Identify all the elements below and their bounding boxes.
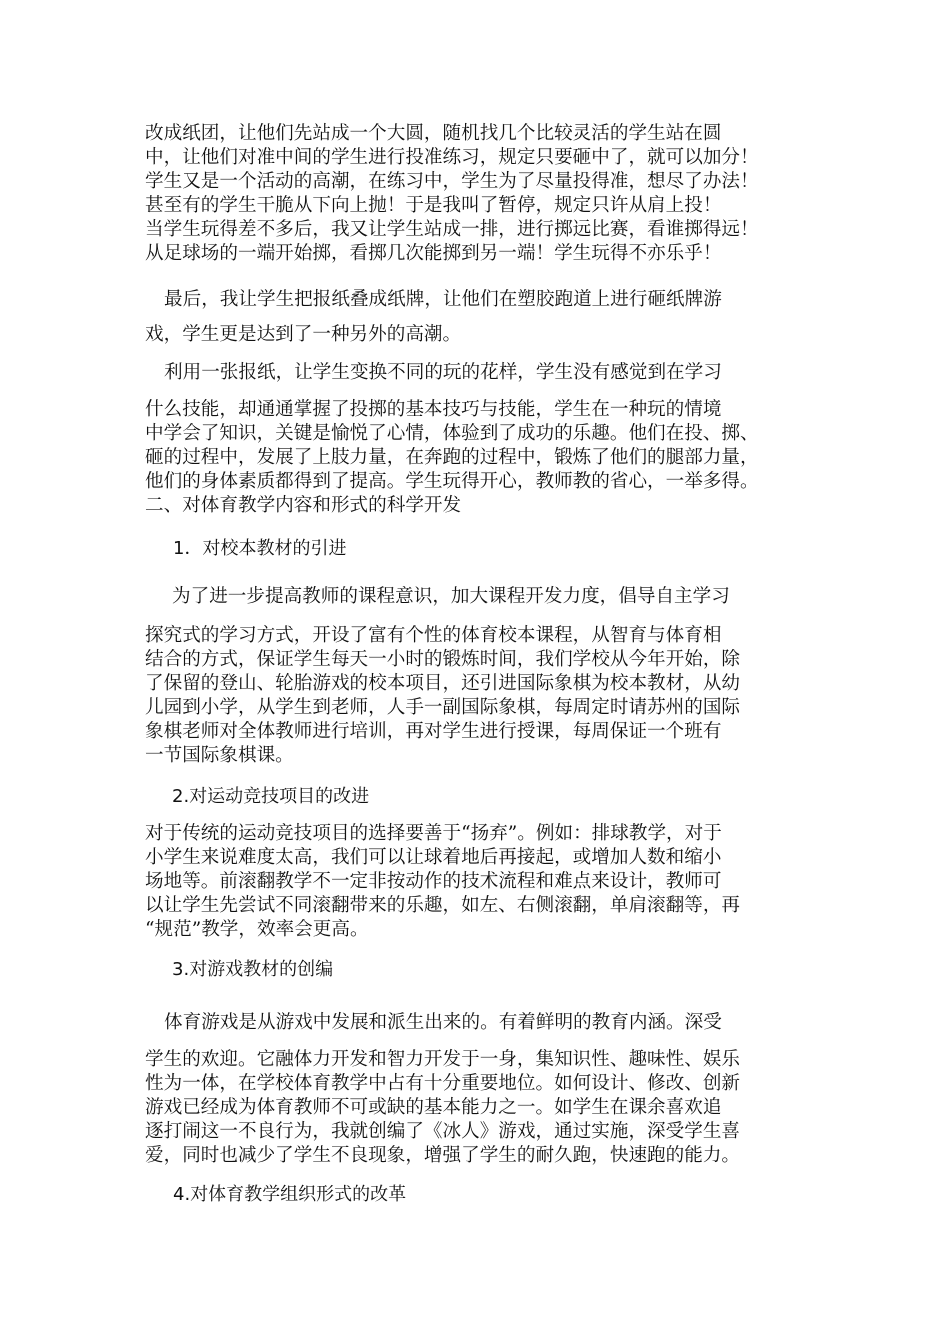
text-line: 最后，我让学生把报纸叠成纸牌，让他们在塑胶跑道上进行砸纸牌游 (164, 289, 722, 310)
subheading-title: 对游戏教材的创编 (189, 959, 334, 980)
section-heading (145, 494, 825, 518)
section-title: 二、对体育教学内容和形式的科学开发 (145, 495, 462, 516)
text-line: 改成纸团，让他们先站成一个大圆，随机找几个比较灵活的学生站在圆 (145, 123, 722, 144)
paragraph-3-cont (145, 398, 825, 494)
text-line: 以让学生先尝试不同滚翻带来的乐趣，如左、右侧滚翻，单肩滚翻等，再 (145, 895, 741, 916)
text-line: 学生又是一个活动的高潮，在练习中，学生为了尽量投得准，想尽了办法！ (145, 171, 759, 192)
text-line: 儿园到小学，从学生到老师，人手一副国际象棋，每周定时请苏州的国际 (145, 697, 741, 718)
subheading-4 (145, 1183, 825, 1207)
paragraph-4-cont (145, 624, 825, 768)
text-line: 戏，学生更是达到了一种另外的高潮。 (145, 324, 462, 345)
paragraph-5 (145, 822, 825, 942)
paragraph-6 (145, 1011, 825, 1035)
text-line: 象棋老师对全体教师进行培训，再对学生进行授课，每周保证一个班有 (145, 721, 722, 742)
text-line: 结合的方式，保证学生每天一小时的锻炼时间，我们学校从今年开始，除 (145, 649, 741, 670)
subheading-title: 对体育教学组织形式的改革 (190, 1184, 407, 1205)
subheading-1 (145, 537, 825, 561)
text-line: 中学会了知识，关键是愉悦了心情，体验到了成功的乐趣。他们在投、掷、 (145, 423, 759, 444)
text-line: 甚至有的学生干脆从下向上抛！于是我叫了暂停，规定只许从肩上投！ (145, 195, 722, 216)
text-line: 了保留的登山、轮胎游戏的校本项目，还引进国际象棋为校本教材，从幼 (145, 673, 741, 694)
text-line: 性为一体，在学校体育教学中占有十分重要地位。如何设计、修改、创新 (145, 1073, 741, 1094)
paragraph-2-cont (145, 323, 825, 347)
subheading-2 (145, 785, 825, 809)
text-line: 当学生玩得差不多后，我又让学生站成一排，进行掷远比赛，看谁掷得远！ (145, 219, 759, 240)
subheading-title: 对运动竞技项目的改进 (189, 786, 370, 807)
text-line: 学生的欢迎。它融体力开发和智力开发于一身，集知识性、趣味性、娱乐 (145, 1049, 741, 1070)
text-line: 场地等。前滚翻教学不一定非按动作的技术流程和难点来设计，教师可 (145, 871, 722, 892)
text-line: 探究式的学习方式，开设了富有个性的体育校本课程，从智育与体育相 (145, 625, 722, 646)
text-line: 游戏已经成为体育教师不可或缺的基本能力之一。如学生在课余喜欢追 (145, 1097, 722, 1118)
subheading-number: 4. (173, 1184, 191, 1205)
text-line: 一节国际象棋课。 (145, 745, 294, 766)
paragraph-1 (145, 122, 825, 266)
text-line: 他们的身体素质都得到了提高。学生玩得开心，教师教的省心，一举多得。 (145, 471, 759, 492)
paragraph-4 (145, 585, 825, 609)
text-line: “规范”教学，效率会更高。 (145, 919, 369, 940)
text-line: 为了进一步提高教师的课程意识，加大课程开发力度，倡导自主学习 (172, 586, 730, 607)
paragraph-3 (145, 361, 825, 385)
text-line: 中，让他们对准中间的学生进行投准练习，规定只要砸中了，就可以加分！ (145, 147, 759, 168)
subheading-number: 1． (173, 538, 203, 559)
text-line: 体育游戏是从游戏中发展和派生出来的。有着鲜明的教育内涵。深受 (164, 1012, 722, 1033)
text-line: 利用一张报纸，让学生变换不同的玩的花样，学生没有感觉到在学习 (164, 362, 722, 383)
subheading-title: 对校本教材的引进 (202, 538, 347, 559)
subheading-number: 2. (172, 786, 190, 807)
text-line: 对于传统的运动竞技项目的选择要善于“扬弃”。例如：排球教学，对于 (145, 823, 722, 844)
text-line: 什么技能，却通通掌握了投掷的基本技巧与技能，学生在一种玩的情境 (145, 399, 722, 420)
text-line: 逐打闹这一不良行为，我就创编了《冰人》游戏，通过实施，深受学生喜 (145, 1121, 741, 1142)
paragraph-6-cont (145, 1048, 825, 1168)
subheading-number: 3. (172, 959, 190, 980)
text-line: 砸的过程中，发展了上肢力量，在奔跑的过程中，锻炼了他们的腿部力量， (145, 447, 759, 468)
text-line: 爱，同时也减少了学生不良现象，增强了学生的耐久跑，快速跑的能力。 (145, 1145, 741, 1166)
text-line: 小学生来说难度太高，我们可以让球着地后再接起，或增加人数和缩小 (145, 847, 722, 868)
subheading-3 (145, 958, 825, 982)
paragraph-2 (145, 288, 825, 312)
text-line: 从足球场的一端开始掷，看掷几次能掷到另一端！学生玩得不亦乐乎！ (145, 243, 722, 264)
